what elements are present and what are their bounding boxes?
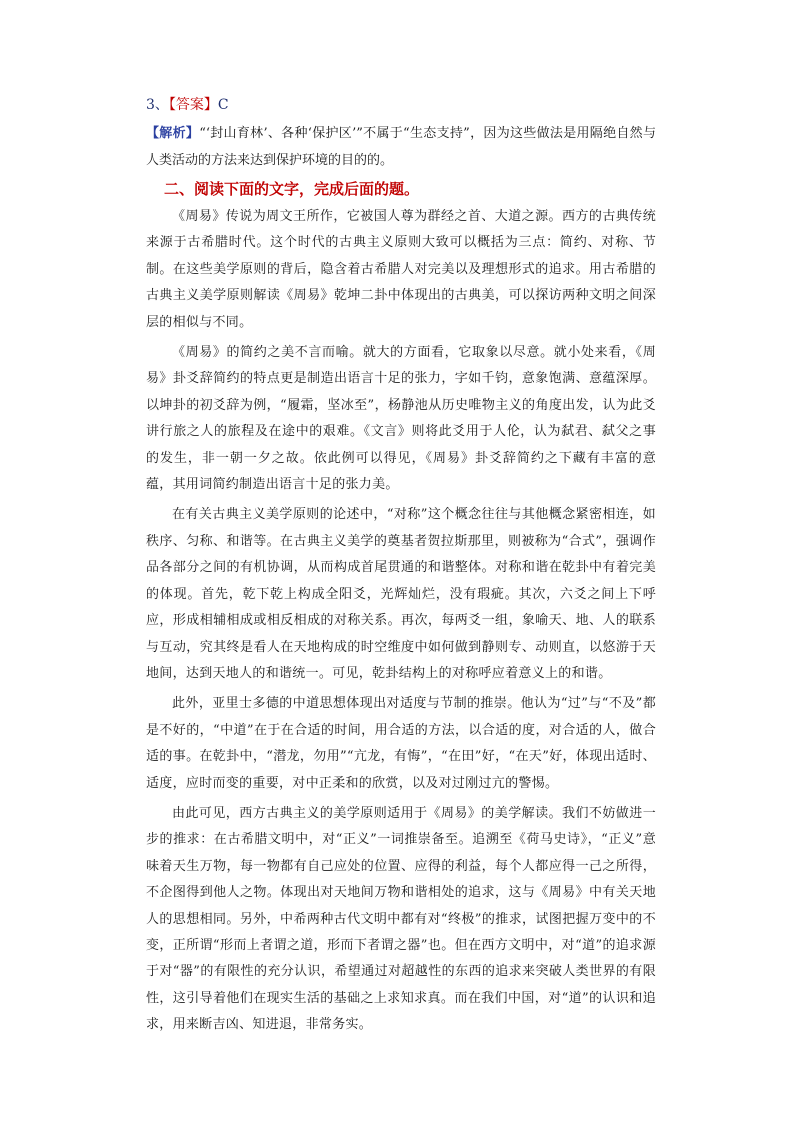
- answer-value: C: [217, 97, 229, 113]
- section-heading: 二、阅读下面的文字，完成后面的题。: [164, 180, 420, 198]
- analysis-tag: 【解析】: [146, 126, 200, 141]
- analysis-text: “‘封山育林’、各种‘保护区’”不属于“生态支持”，因为这些做法是用隔绝自然与人类活动的方法来达到保护环境的目的的。: [146, 126, 656, 168]
- answer-tag: 【答案】: [168, 97, 218, 113]
- body-paragraph: 由此可见，西方古典主义的美学原则适用于《周易》的美学解读。我们不妨做进一步的推求：在古希腊文明中，对“正义”一词推崇备至。追溯至《荷马史诗》，“正义”意味着天生万物，每一物都有自己应处的位置、应得的利益，每个人都应得一己之所得，不企图得到他人之物。体现出对天地间万物和谐相处的追求，这与《周易》中有关天地人的思想相同。另外，中希两种古代文明中都有对“终极”的推求，试图把握万变中的不变，正所谓“形而上者谓之道，形而下者谓之器”也。但在西方文明中，对“道”的追求源于对“器”的有限性的充分认识，希望通过对超越性的东西的追求来突破人类世界的有限性，这引导着他们在现实生活的基础之上求知求真。而在我们中国，对“道”的认识和追求，用来断吉凶、知进退，非常务实。: [146, 805, 656, 1033]
- analysis-block: [146, 120, 656, 174]
- body-paragraph: 《周易》的简约之美不言而喻。就大的方面看，它取象以尽意。就小处来看，《周易》卦爻辞简约的特点更是制造出语言十足的张力，字如千钧，意象饱满、意蕴深厚。以坤卦的初爻辞为例，“履霜，坚冰至”，杨静池从历史唯物主义的角度出发，认为此爻讲行旅之人的旅程及在途中的艰难。《文言》则将此爻用于人伦，认为弑君、弑父之事的发生，非一朝一夕之故。依此例可以得见，《周易》卦爻辞简约之下藏有丰富的意蕴，其用词简约制造出语言十足的张力美。: [146, 345, 656, 493]
- answer-line: [146, 92, 656, 118]
- body-paragraph: 在有关古典主义美学原则的论述中，“对称”这个概念往往与其他概念紧密相连，如秩序、匀称、和谐等。在古典主义美学的奠基者贺拉斯那里，则被称为“合式”，强调作品各部分之间的有机协调，从而构成首尾贯通的和谐整体。对称和谐在乾卦中有着完美的体现。首先，乾下乾上构成全阳爻，光辉灿烂，没有瑕疵。其次，六爻之间上下呼应，形成相辅相成或相反相成的对称关系。再次，每两爻一组，象喻天、地、人的联系与互动，究其终是看人在天地构成的时空维度中如何做到静则专、动则直，以悠游于天地间，达到天地人的和谐统一。可见，乾卦结构上的对称呼应着意义上的和谐。: [146, 507, 656, 681]
- body-paragraph: 此外，亚里士多德的中道思想体现出对适度与节制的推崇。他认为“过”与“不及”都是不好的，“中道”在于在合适的时间，用合适的方法，以合适的度，对合适的人，做合适的事。在乾卦中，“潜龙，勿用”“亢龙，有悔”，“在田”好，“在天”好，体现出适时、适度，应时而变的重要，对中正柔和的欣赏，以及对过刚过亢的警惕。: [146, 696, 656, 791]
- document-page: [146, 90, 656, 1043]
- question-number: 3、: [146, 97, 169, 113]
- body-paragraph: 《周易》传说为周文王所作，它被国人尊为群经之首、大道之源。西方的古典传统来源于古希腊时代。这个时代的古典主义原则大致可以概括为三点：简约、对称、节制。在这些美学原则的背后，隐含着古希腊人对完美以及理想形式的追求。用古希腊的古典主义美学原则解读《周易》乾坤二卦中体现出的古典美，可以探访两种文明之间深层的相似与不同。: [146, 209, 656, 330]
